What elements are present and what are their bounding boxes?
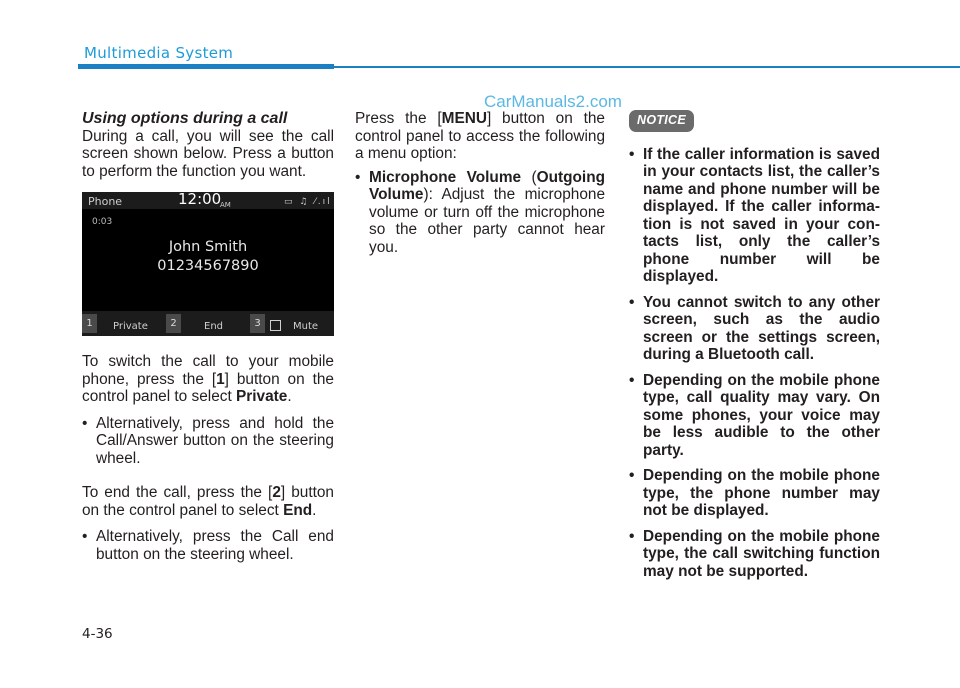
intro-paragraph: During a call, you will see the call screen shown below. Press a button to perform the function you want. <box>82 127 334 180</box>
bullet-call-end-button: • Alternatively, press the Call end button on the steering wheel. <box>82 528 334 563</box>
contact-name: John Smith <box>168 239 248 255</box>
bullet-hold-call-answer: • Alternatively, press and hold the Call/Answer button on the steering wheel. <box>82 415 334 468</box>
notice-item: • Depending on the mobile phone type, the call switching function may not be supported. <box>629 528 880 581</box>
softkey-end: End <box>204 321 224 332</box>
notice-item: • Depending on the mobile phone type, the phone number may not be displayed. <box>629 467 880 520</box>
screen-clock: 12:00 <box>178 190 222 208</box>
call-screen-illustration <box>82 192 334 336</box>
softkey-3-number: 3 <box>250 314 265 333</box>
softkey-mute: Mute <box>293 321 319 332</box>
column-1 <box>82 110 334 563</box>
softkey-1-number: 1 <box>82 314 97 333</box>
page-number: 4-36 <box>82 626 113 642</box>
menu-paragraph: Press the [MENU] button on the control panel to access the following a menu option: <box>355 110 605 162</box>
watermark[interactable]: CarManuals2.com <box>484 92 622 111</box>
header-rule-thin <box>334 66 960 68</box>
call-duration: 0:03 <box>92 217 113 227</box>
notice-item: • Depending on the mobile phone type, call quality may vary. On some phones, your voice may be less audible to the other party. <box>629 372 880 460</box>
softkey-private: Private <box>113 321 148 332</box>
softkey-2-number: 2 <box>166 314 181 333</box>
screen-app-label: Phone <box>88 195 123 208</box>
bullet-microphone-volume: • Microphone Volume (Outgoing Volume): Adjust the microphone volume or turn off the microphone so the other party cannot hear you. <box>355 169 605 257</box>
section-heading: Using options during a call <box>82 110 288 127</box>
screen-ampm: AM <box>220 201 231 209</box>
contact-number: 01234567890 <box>157 258 259 274</box>
end-call-paragraph: To end the call, press the [2] button on the control panel to select End. <box>82 484 334 519</box>
switch-call-paragraph: To switch the call to your mobile phone, press the [1] button on the control panel to select Private. <box>82 353 334 405</box>
header-rule-thick <box>78 64 334 69</box>
section-title: Multimedia System <box>84 44 234 62</box>
mute-checkbox-icon <box>270 320 281 331</box>
notice-badge: NOTICE <box>629 110 694 132</box>
battery-bluetooth-signal-icon: ▭ ♫ ⁄.ıl <box>284 197 332 207</box>
notice-item: • If the caller information is saved in your contacts list, the caller’s name and phone number will be displayed. If the caller information is not saved in your contacts list, only the caller’s phone number will be displayed. <box>629 146 880 286</box>
column-3 <box>629 110 880 580</box>
column-2 <box>355 110 605 256</box>
notice-list <box>629 146 880 581</box>
notice-item: • You cannot switch to any other screen, such as the audio screen or the settings screen, during a Bluetooth call. <box>629 294 880 364</box>
